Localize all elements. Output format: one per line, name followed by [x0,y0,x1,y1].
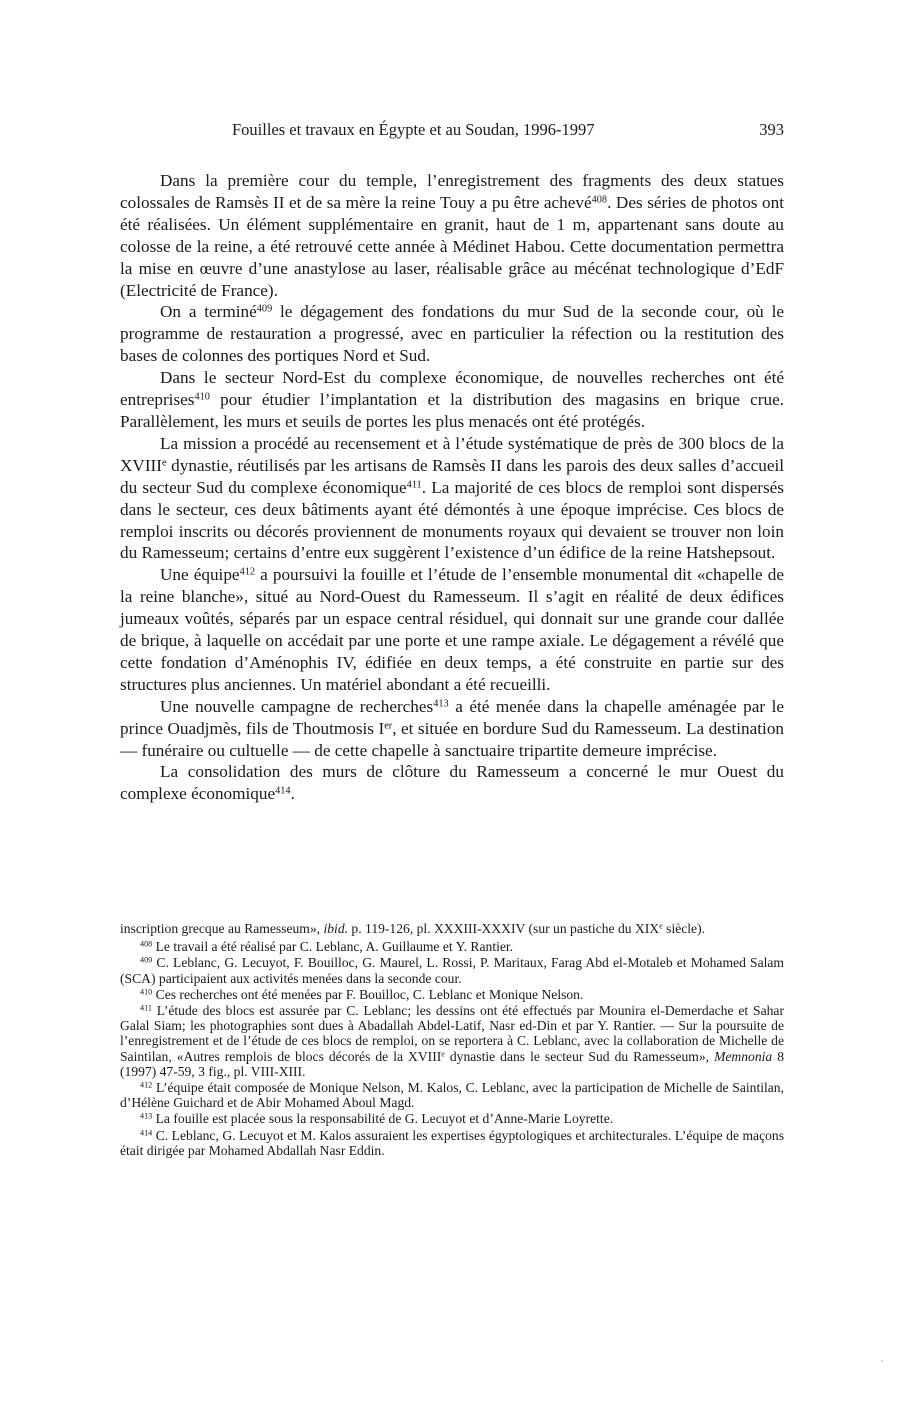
footnote-411: $^{411}$ L’étude des blocs est assurée par C. Leblanc; les dessins ont été effectués par Mounira el-Demerdache et Sahar Galal Siam; les photographies sont dues à Abadallah Abdel-Latif, Nasr ed-Din et par Y. Rantier. — Sur la poursuite de l’enregistrement et de l’étude de ces blocs de remploi, on se reportera à C. Leblanc, avec la collaboration de Michelle de Saintilan, «Autres remplois de blocs décorés de la XVIIIe dynastie dans le secteur Sud du Ramesseum», Memnonia 8 (1997) 47-59, 3 fig., pl. VIII-XIII. [120,1003,785,1079]
footnote-414: $^{414}$ C. Leblanc, G. Lecuyot et M. Kalos assuraient les expertises égyptologiques et architecturales. L’équipe de maçons était dirigée par Mohamed Abdallah Nasr Eddin. [120,1127,784,1158]
footnote-ref: 412 [239,566,256,578]
paragraph: La consolidation des murs de clôture du Ramesseum a concerné le mur Ouest du complexe économique$^{414}$. [120,762,784,804]
paragraph: Une équipe$^{412}$ a poursuivi la fouille et l’étude de l’ensemble monumental dit «chapelle de la reine blanche», situé au Nord-Ouest du Ramesseum. Il s’agit en réalité de deux édifices jumeaux voûtés, séparés par un espace central résiduel, qui donnait sur une grande cour dallée de brique, à laquelle on accédait par une porte et une rampe axiale. Le dégagement a révélé que cette fondation d’Aménophis IV, édifiée en deux temps, a été construite en partie sur des structures plus anciennes. Un matériel abondant a été recueilli. [120,565,784,694]
footnote-408: $^{408}$ Le travail a été réalisé par C. Leblanc, A. Guillaume et Y. Rantier. [140,939,514,955]
paragraph: Dans la première cour du temple, l’enregistrement des fragments des deux statues colossales de Ramsès II et de sa mère la reine Touy a pu être achevé$^{408}$. Des séries de photos ont été réalisées. Un élément supplémentaire en granit, haut de 1 m, appartenant sans doute au colosse de la reine, a été retrouvé cette année à Médinet Habou. Cette documentation permettra la mise en œuvre d’une anastylose au laser, réalisable grâce au mécénat technologique d’EdF (Electricité de France). [120,171,785,300]
paragraph: La mission a procédé au recensement et à l’étude systématique de près de 300 blocs de la XVIIIe dynastie, réutilisés par les artisans de Ramsès II dans les parois des deux salles d’accueil du secteur Sud du complexe économique$^{411}$. La majorité de ces blocs de remploi sont dispersés dans le secteur, ces deux bâtiments ayant été démontés à une époque imprécise. Ces blocs de remploi inscrits ou décorés proviennent de monuments royaux qui devaient se trouver non loin du Ramesseum; certains d’entre eux suggèrent l’existence d’un édifice de la reine Hatshepsout. [120,433,784,563]
footnote-continuation: inscription grecque au Ramesseum», ibid. p. 119-126, pl. XXXIII-XXXIV (sur un pastiche du XIXe siècle). [120,921,706,936]
footnote-number: 410 [140,987,153,997]
footnote-413: $^{413}$ La fouille est placée sous la responsabilité de G. Lecuyot et d’Anne-Marie Loyrette. [140,1111,614,1127]
footnote-number: 411 [140,1003,152,1013]
footnotes [120,921,784,1158]
footnote-ref: 409 [256,303,273,315]
superscript: e [441,1049,445,1059]
footnote-number: 409 [140,955,153,965]
footnote-ref: 411 [406,479,422,491]
running-header [120,120,784,144]
superscript: er [384,719,393,731]
superscript: e [659,921,663,931]
footnote-number: 408 [140,939,153,949]
paragraph: Une nouvelle campagne de recherches$^{413}$ a été menée dans la chapelle aménagée par le prince Ouadjmès, fils de Thoutmosis Ier, et située en bordure Sud du Ramesseum. La destination — funéraire ou cultuelle — de cette chapelle à sanctuaire tripartite demeure imprécise. [120,696,785,760]
paragraph: On a terminé$^{409}$ le dégagement des fondations du mur Sud de la seconde cour, où le programme de restauration a progressé, avec en particulier la réfection ou la restitution des bases de colonnes des portiques Nord et Sud. [120,302,784,366]
scan-speck [881,1360,883,1362]
footnote-number: 412 [140,1080,153,1090]
footnote-ref: 414 [275,785,291,797]
footnote-412: $^{412}$ L’équipe était composée de Monique Nelson, M. Kalos, C. Leblanc, avec la participation de Michelle de Saintilan, d’Hélène Guichard et de Abir Mohamed Aboul Magd. [120,1080,784,1111]
footnote-410: $^{410}$ Ces recherches ont été menées par F. Bouilloc, C. Leblanc et Monique Nelson. [140,986,584,1002]
footnote-ref: 408 [591,194,608,206]
footnote-number: 414 [140,1128,153,1138]
running-title: Fouilles et travaux en Égypte et au Soudan, 1996-1997 [232,120,595,139]
footnote-number: 413 [140,1111,153,1121]
main-text [120,170,784,805]
page-number: 393 [759,120,784,139]
paragraph: Dans le secteur Nord-Est du complexe économique, de nouvelles recherches ont été entreprises$^{410}$ pour étudier l’implantation et la distribution des magasins en brique crue. Parallèlement, les murs et seuils de portes les plus menacés ont été protégés. [120,368,784,431]
footnote-409: $^{409}$ C. Leblanc, G. Lecuyot, F. Bouilloc, G. Maurel, L. Rossi, P. Maritaux, Farag Abd el-Motaleb et Mohamed Salam (SCA) participaient aux activités menées dans la seconde cour. [120,955,784,986]
footnote-ref: 410 [194,391,210,403]
footnote-ref: 413 [433,698,449,710]
superscript: e [162,457,167,469]
